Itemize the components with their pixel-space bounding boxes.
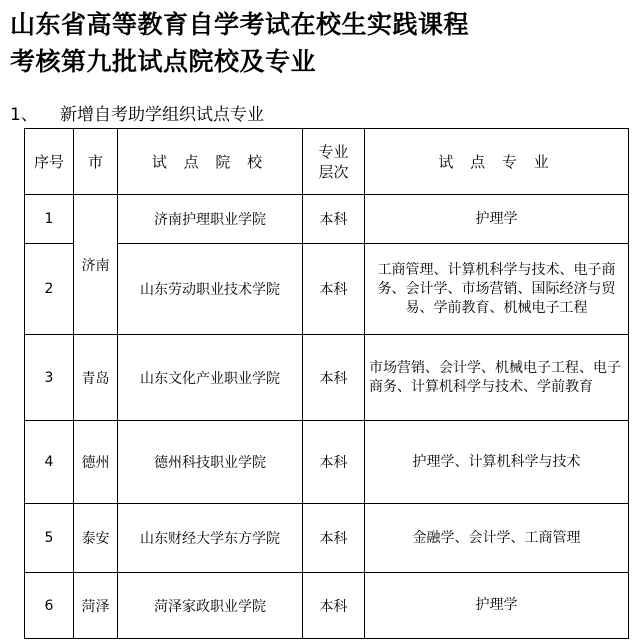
cell-major: 护理学 [365,195,629,244]
cell-city: 德州 [74,421,118,504]
cell-seq: 4 [25,421,74,504]
cell-major: 护理学、计算机科学与技术 [365,421,629,504]
header-seq: 序号 [25,129,74,195]
cell-school: 山东劳动职业技术学院 [118,244,303,335]
header-major: 试 点 专 业 [365,129,629,195]
title-line-2: 考核第九批试点院校及专业 [10,47,317,76]
table-row [25,573,629,639]
cell-school: 德州科技职业学院 [118,421,303,504]
cell-seq: 6 [25,573,74,639]
cell-school: 山东财经大学东方学院 [118,504,303,573]
header-level-text: 专业层次 [318,142,349,181]
title-line-1: 山东省高等教育自学考试在校生实践课程 [10,10,470,39]
cell-level: 本科 [303,504,365,573]
cell-seq: 5 [25,504,74,573]
document-title [10,6,630,80]
table-row [25,421,629,504]
table-row [25,335,629,421]
cell-seq: 2 [25,244,74,335]
header-city: 市 [74,129,118,195]
cell-school: 菏泽家政职业学院 [118,573,303,639]
cell-level: 本科 [303,244,365,335]
cell-city: 济南 [74,195,118,335]
cell-major: 护理学 [365,573,629,639]
cell-level: 本科 [303,573,365,639]
table-row [25,504,629,573]
cell-level: 本科 [303,195,365,244]
cell-major: 金融学、会计学、工商管理 [365,504,629,573]
cell-major: 市场营销、会计学、机械电子工程、电子商务、计算机科学与技术、学前教育 [365,335,629,421]
pilot-schools-table [24,128,629,639]
header-school: 试 点 院 校 [118,129,303,195]
cell-seq: 3 [25,335,74,421]
cell-school: 山东文化产业职业学院 [118,335,303,421]
cell-city: 菏泽 [74,573,118,639]
cell-city: 青岛 [74,335,118,421]
section-number: 1、 [10,105,38,125]
cell-level: 本科 [303,421,365,504]
section-heading [10,104,264,126]
cell-level: 本科 [303,335,365,421]
cell-major: 工商管理、计算机科学与技术、电子商务、会计学、市场营销、国际经济与贸易、学前教育、机械电子工程 [365,244,629,335]
section-text: 新增自考助学组织试点专业 [60,105,264,125]
table-row [25,195,629,244]
cell-city: 泰安 [74,504,118,573]
table-header-row [25,129,629,195]
cell-seq: 1 [25,195,74,244]
header-level [303,129,365,195]
cell-school: 济南护理职业学院 [118,195,303,244]
